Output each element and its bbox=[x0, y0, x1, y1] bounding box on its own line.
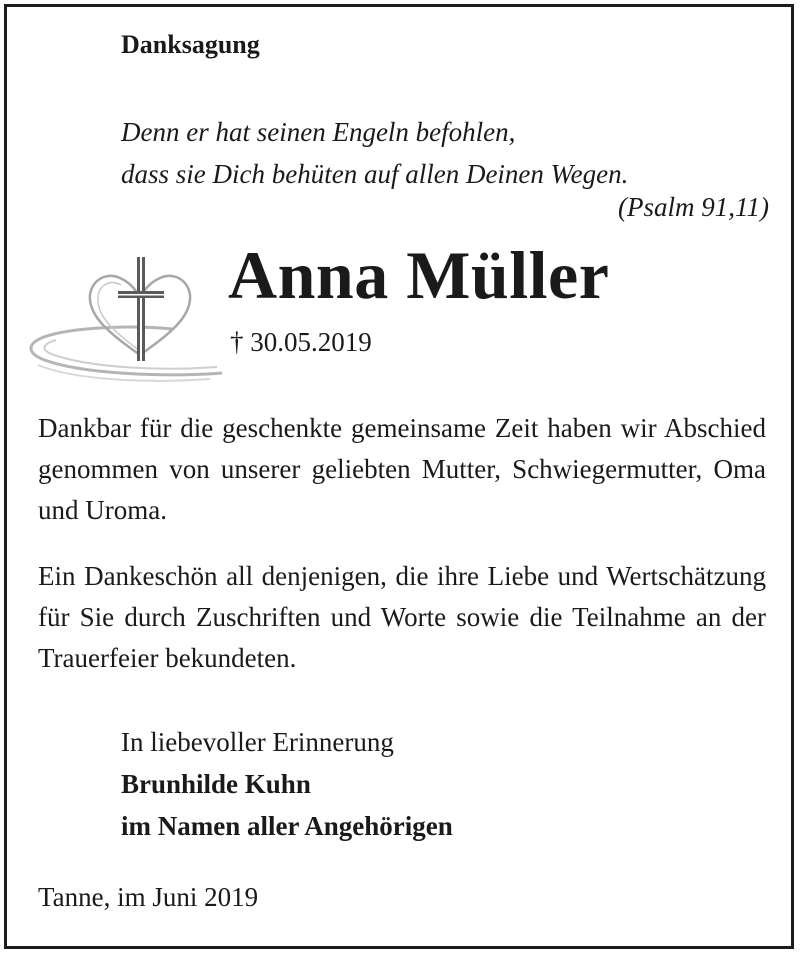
closing-line: In liebevoller Erinnerung bbox=[121, 727, 394, 757]
closing-block bbox=[121, 721, 453, 847]
deceased-name: Anna Müller bbox=[228, 237, 610, 313]
verse-line-2: dass sie Dich behüten auf allen Deinen Wegen. bbox=[121, 159, 629, 189]
heart-cross-icon bbox=[22, 255, 227, 385]
verse-reference: (Psalm 91,11) bbox=[618, 192, 769, 222]
place-and-date: Tanne, im Juni 2019 bbox=[38, 882, 259, 912]
on-behalf-line: im Namen aller Angehörigen bbox=[121, 811, 453, 841]
thanks-paragraph: Ein Dankeschön all denjenigen, die ihre Liebe und Wertschätzung für Sie durch Zuschriften und Worte sowie die Teilnahme an der Trauerfeier bekundeten. bbox=[38, 561, 766, 673]
death-date: † 30.05.2019 bbox=[230, 327, 372, 357]
gratitude-paragraph: Dankbar für die geschenkte gemeinsame Zeit haben wir Abschied genommen von unserer geliebten Mutter, Schwiegermutter, Oma und Uroma. bbox=[38, 413, 766, 525]
verse-line-1: Denn er hat seinen Engeln befohlen, bbox=[121, 117, 516, 147]
bible-verse bbox=[121, 111, 628, 195]
signer-name: Brunhilde Kuhn bbox=[121, 769, 311, 799]
notice-heading: Danksagung bbox=[121, 30, 260, 59]
